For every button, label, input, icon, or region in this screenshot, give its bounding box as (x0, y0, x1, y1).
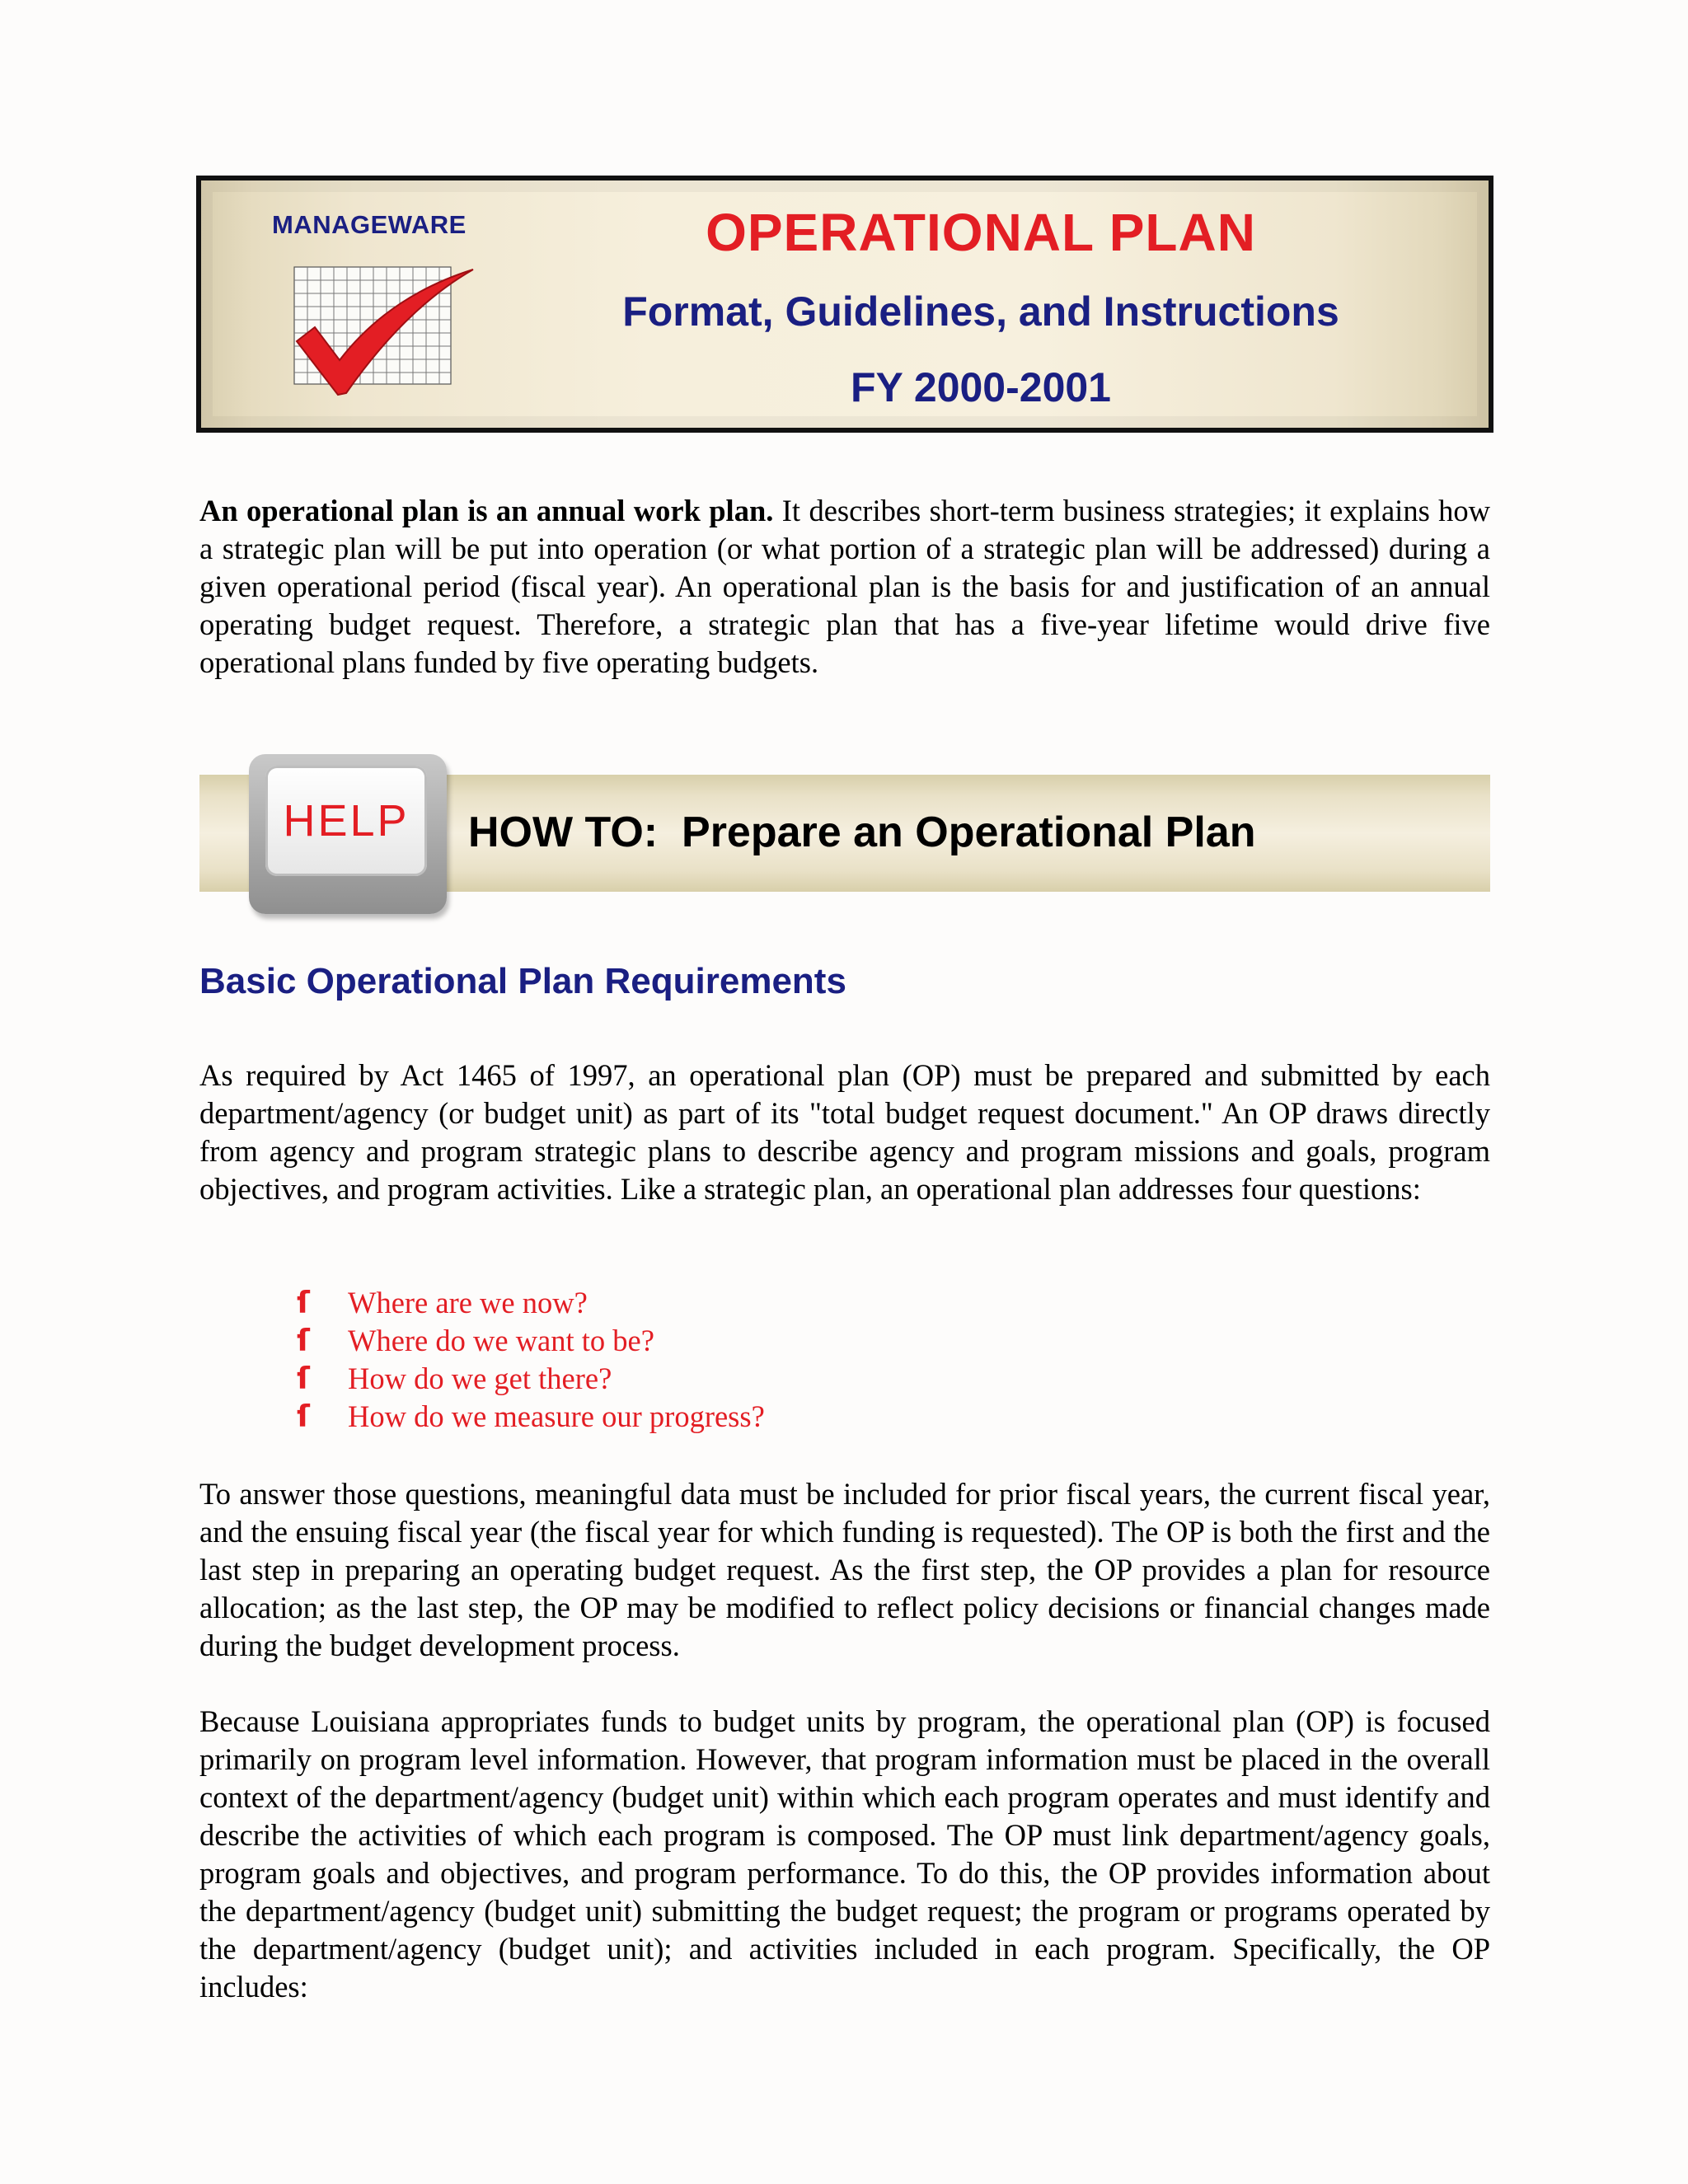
title-banner (196, 176, 1493, 433)
question-text: How do we measure our progress? (348, 1399, 765, 1433)
body-paragraph: Because Louisiana appropriates funds to budget units by program, the operational plan (OP) is focused primarily on program level information. However, that program information must be placed in the overall context of the department/agency (budget unit) within which each program operates and must identify and describe the activities of which each program is composed. The OP must link department/agency goals, program goals and objectives, and program performance. To do this, the OP provides information about the department/agency (budget unit) submitting the budget request; the program or programs operated by the department/agency (budget unit); and activities included in each program. Specifically, the OP includes: (199, 1704, 1490, 2004)
list-item (297, 1284, 765, 1322)
body-paragraph: As required by Act 1465 of 1997, an operational plan (OP) must be prepared and submitted by each department/agency (or budget unit) as part of its "total budget request document." An OP draws directly from agency and program strategic plans to describe agency and program missions and goals, program objectives, and program activities. Like a strategic plan, an operational plan addresses four questions: (199, 1058, 1490, 1206)
body-paragraph: To answer those questions, meaningful data must be included for prior fiscal years, the current fiscal year, and the ensuing fiscal year (the fiscal year for which funding is requested). The OP is both the first and the last step in preparing an operating budget request. As the first step, the OP provides a plan for resource allocation; as the last step, the OP may be modified to reflect policy decisions or financial changes made during the budget development process. (199, 1477, 1490, 1662)
help-key-label: HELP (265, 766, 427, 876)
brand-name: MANAGEWARE (272, 210, 467, 239)
intro-paragraph (199, 492, 1490, 682)
howto-title: HOW TO: Prepare an Operational Plan (468, 808, 1256, 856)
fiscal-year: FY 2000-2001 (851, 364, 1111, 410)
section-heading: Basic Operational Plan Requirements (199, 961, 846, 1001)
document-title: OPERATIONAL PLAN (706, 203, 1256, 262)
question-text: Where are we now? (348, 1286, 588, 1319)
intro-text: It describes short-term business strategies; it explains how a strategic plan will be put into operation (or what portion of a strategic plan will be addressed) during a given operational period (fiscal year). An operational plan is the basis for and justification of an annual operating budget request. Therefore, a strategic plan that has a five-year lifetime would drive five operational plans funded by five operating budgets. (199, 494, 1491, 679)
question-text: Where do we want to be? (348, 1324, 654, 1357)
help-key-icon (249, 754, 447, 914)
list-item (297, 1322, 765, 1360)
document-subtitle: Format, Guidelines, and Instructions (622, 288, 1339, 335)
list-item (297, 1360, 765, 1398)
bullet-marker: ſ (297, 1399, 310, 1434)
bullet-marker: ſ (297, 1361, 310, 1396)
question-text: How do we get there? (348, 1361, 612, 1395)
intro-lead: An operational plan is an annual work plan. (199, 494, 774, 527)
question-list (297, 1284, 765, 1436)
bullet-marker: ſ (297, 1285, 310, 1320)
bullet-marker: ſ (297, 1323, 310, 1358)
list-item (297, 1398, 765, 1436)
